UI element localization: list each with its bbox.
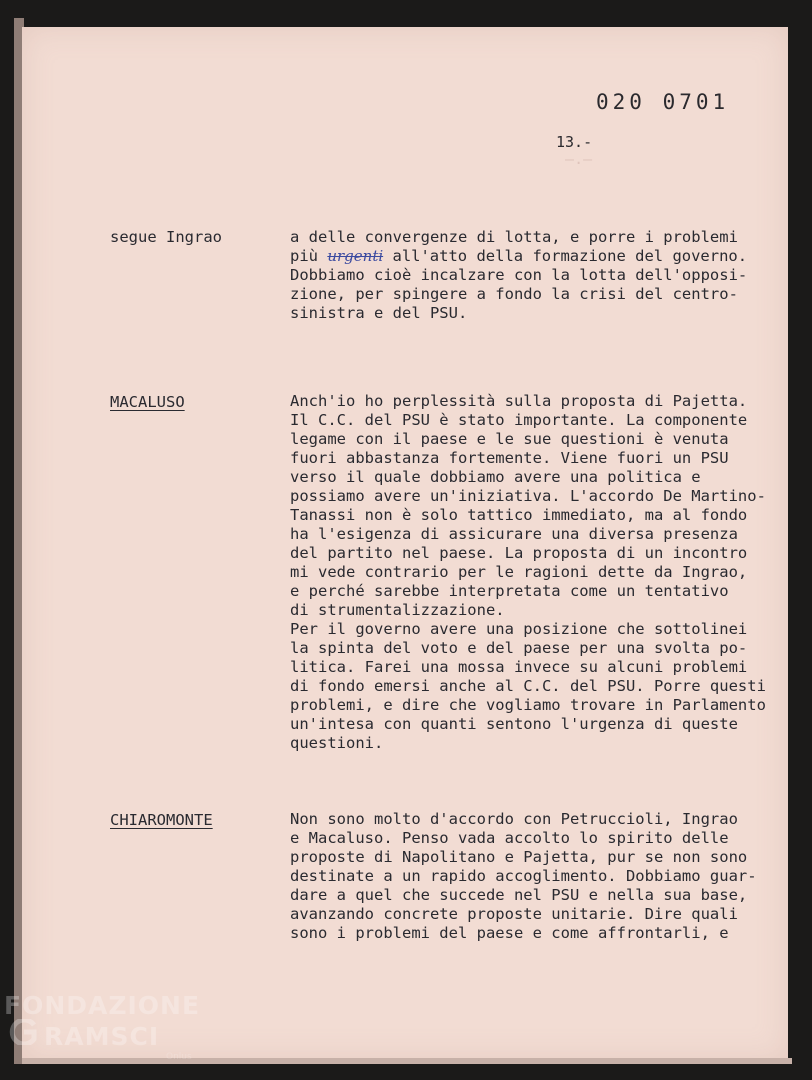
text-line: a delle convergenze di lotta, e porre i problemi	[290, 228, 738, 246]
text-line: possiamo avere un'iniziativa. L'accordo De Martino-	[290, 487, 766, 505]
text-line: avanzando concrete proposte unitarie. Dire quali	[290, 905, 738, 923]
text-line: di strumentalizzazione.	[290, 601, 505, 619]
text-line: Per il governo avere una posizione che sottolinei	[290, 620, 748, 638]
text-line: litica. Farei una mossa invece su alcuni problemi	[290, 658, 748, 676]
text-line: Anch'io ho perplessità sulla proposta di Pajetta.	[290, 392, 748, 410]
text-line: verso il quale dobbiamo avere una politica e	[290, 468, 701, 486]
text-line: un'intesa con quanti sentono l'urgenza di queste	[290, 715, 738, 733]
text-line: Il C.C. del PSU è stato importante. La componente	[290, 411, 748, 429]
text-line: la spinta del voto e del paese per una svolta po-	[290, 639, 748, 657]
text-line: proposte di Napolitano e Pajetta, pur se non sono	[290, 848, 748, 866]
text-line: mi vede contrario per le ragioni dette da Ingrao,	[290, 563, 748, 581]
fondazione-gramsci-watermark	[4, 992, 200, 1050]
g-logo-icon	[4, 1019, 44, 1050]
text-line	[290, 247, 780, 266]
speaker-label-ingrao: segue Ingrao	[110, 228, 222, 246]
page-number: 13.-	[556, 133, 593, 151]
text-line: destinate a un rapido accoglimento. Dobbiamo guar-	[290, 867, 757, 885]
text-line: Tanassi non è solo tattico immediato, ma al fondo	[290, 506, 748, 524]
text-line: sinistra e del PSU.	[290, 304, 468, 322]
text-line: zione, per spingere a fondo la crisi del centro-	[290, 285, 738, 303]
text-line: e Macaluso. Penso vada accolto lo spirito delle	[290, 829, 729, 847]
watermark-line1: FONDAZIONE	[4, 991, 201, 1020]
text-prefix: più	[290, 247, 318, 265]
text-line: ha l'esigenza di assicurare una diversa presenza	[290, 525, 738, 543]
text-line: Dobbiamo cioè incalzare con la lotta dell'opposi-	[290, 266, 748, 284]
text-line: fuori abbastanza fortemente. Viene fuori un PSU	[290, 449, 729, 467]
text-line: di fondo emersi anche al C.C. del PSU. Porre questi	[290, 677, 766, 695]
text-line: sono i problemi del paese e come affrontarli, e	[290, 924, 729, 942]
text-line: e perché sarebbe interpretata come un tentativo	[290, 582, 729, 600]
archive-number: 020 0701	[596, 90, 730, 114]
speaker-label-macaluso: MACALUSO	[110, 393, 185, 411]
handwritten-correction: urgenti	[327, 247, 384, 265]
text-line: questioni.	[290, 734, 384, 752]
text-line: legame con il paese e le sue questioni è venuta	[290, 430, 729, 448]
text-line: del partito nel paese. La proposta di un incontro	[290, 544, 748, 562]
speech-block-macaluso	[290, 392, 780, 753]
text-line: problemi, e dire che vogliamo trovare in Parlamento	[290, 696, 766, 714]
speech-block-ingrao	[290, 228, 780, 323]
text-rest: all'atto della formazione del governo.	[392, 247, 748, 265]
watermark-line2: RAMSCI	[44, 1022, 160, 1051]
speech-block-chiaromonte	[290, 810, 780, 943]
text-line: dare a quel che succede nel PSU e nella sua base,	[290, 886, 748, 904]
speaker-label-chiaromonte: CHIAROMONTE	[110, 811, 213, 829]
bleed-through-mark: —.—	[565, 150, 593, 168]
text-line: Non sono molto d'accordo con Petruccioli, Ingrao	[290, 810, 738, 828]
watermark-small: Onlus	[166, 1052, 192, 1062]
page-bottom-edge	[22, 1058, 792, 1064]
